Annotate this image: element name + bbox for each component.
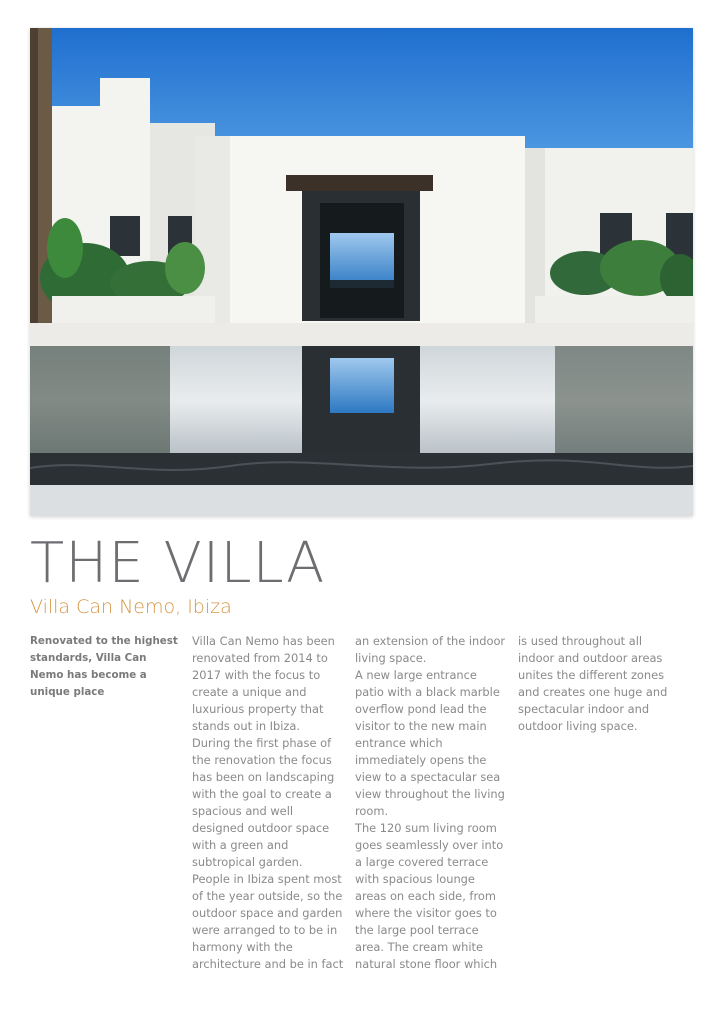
- paragraph: People in Ibiza spent most of the year outside, so the outdoor space and garden were arranged to to be in harmony with the architecture and be in fact: [192, 872, 344, 971]
- page-subtitle: Villa Can Nemo, Ibiza: [30, 596, 232, 618]
- text-column-1: [192, 633, 344, 973]
- paragraph: A new large entrance patio with a black marble overflow pond lead the visitor to the new main entrance which immediately opens the view to a spectacular sea view throughout the living room.: [355, 668, 505, 818]
- villa-photo: [30, 28, 693, 516]
- text-column-2: [355, 633, 507, 973]
- paragraph: During the first phase of the renovation the focus has been on landscaping with the goal to create a spacious and well designed outdoor space with a green and subtropical garden.: [192, 736, 335, 869]
- text-column-3: [518, 633, 670, 735]
- intro-text: Renovated to the highest standards, Villa Can Nemo has become a unique place: [30, 635, 178, 698]
- paragraph: The 120 sum living room goes seamlessly over into a large covered terrace with spacious lounge areas on each side, from where the visitor goes to the large pool terrace area. The cream white natural stone floor which: [355, 821, 504, 971]
- villa-photo-illustration: [30, 28, 693, 516]
- paragraph: is used throughout all indoor and outdoor areas unites the different zones and creates one huge and spectacular indoor and outdoor living space.: [518, 634, 668, 733]
- paragraph: Villa Can Nemo has been renovated from 2014 to 2017 with the focus to create a unique and luxurious property that stands out in Ibiza.: [192, 634, 335, 733]
- page-title: THE VILLA: [30, 531, 326, 596]
- paragraph: an extension of the indoor living space.: [355, 634, 506, 665]
